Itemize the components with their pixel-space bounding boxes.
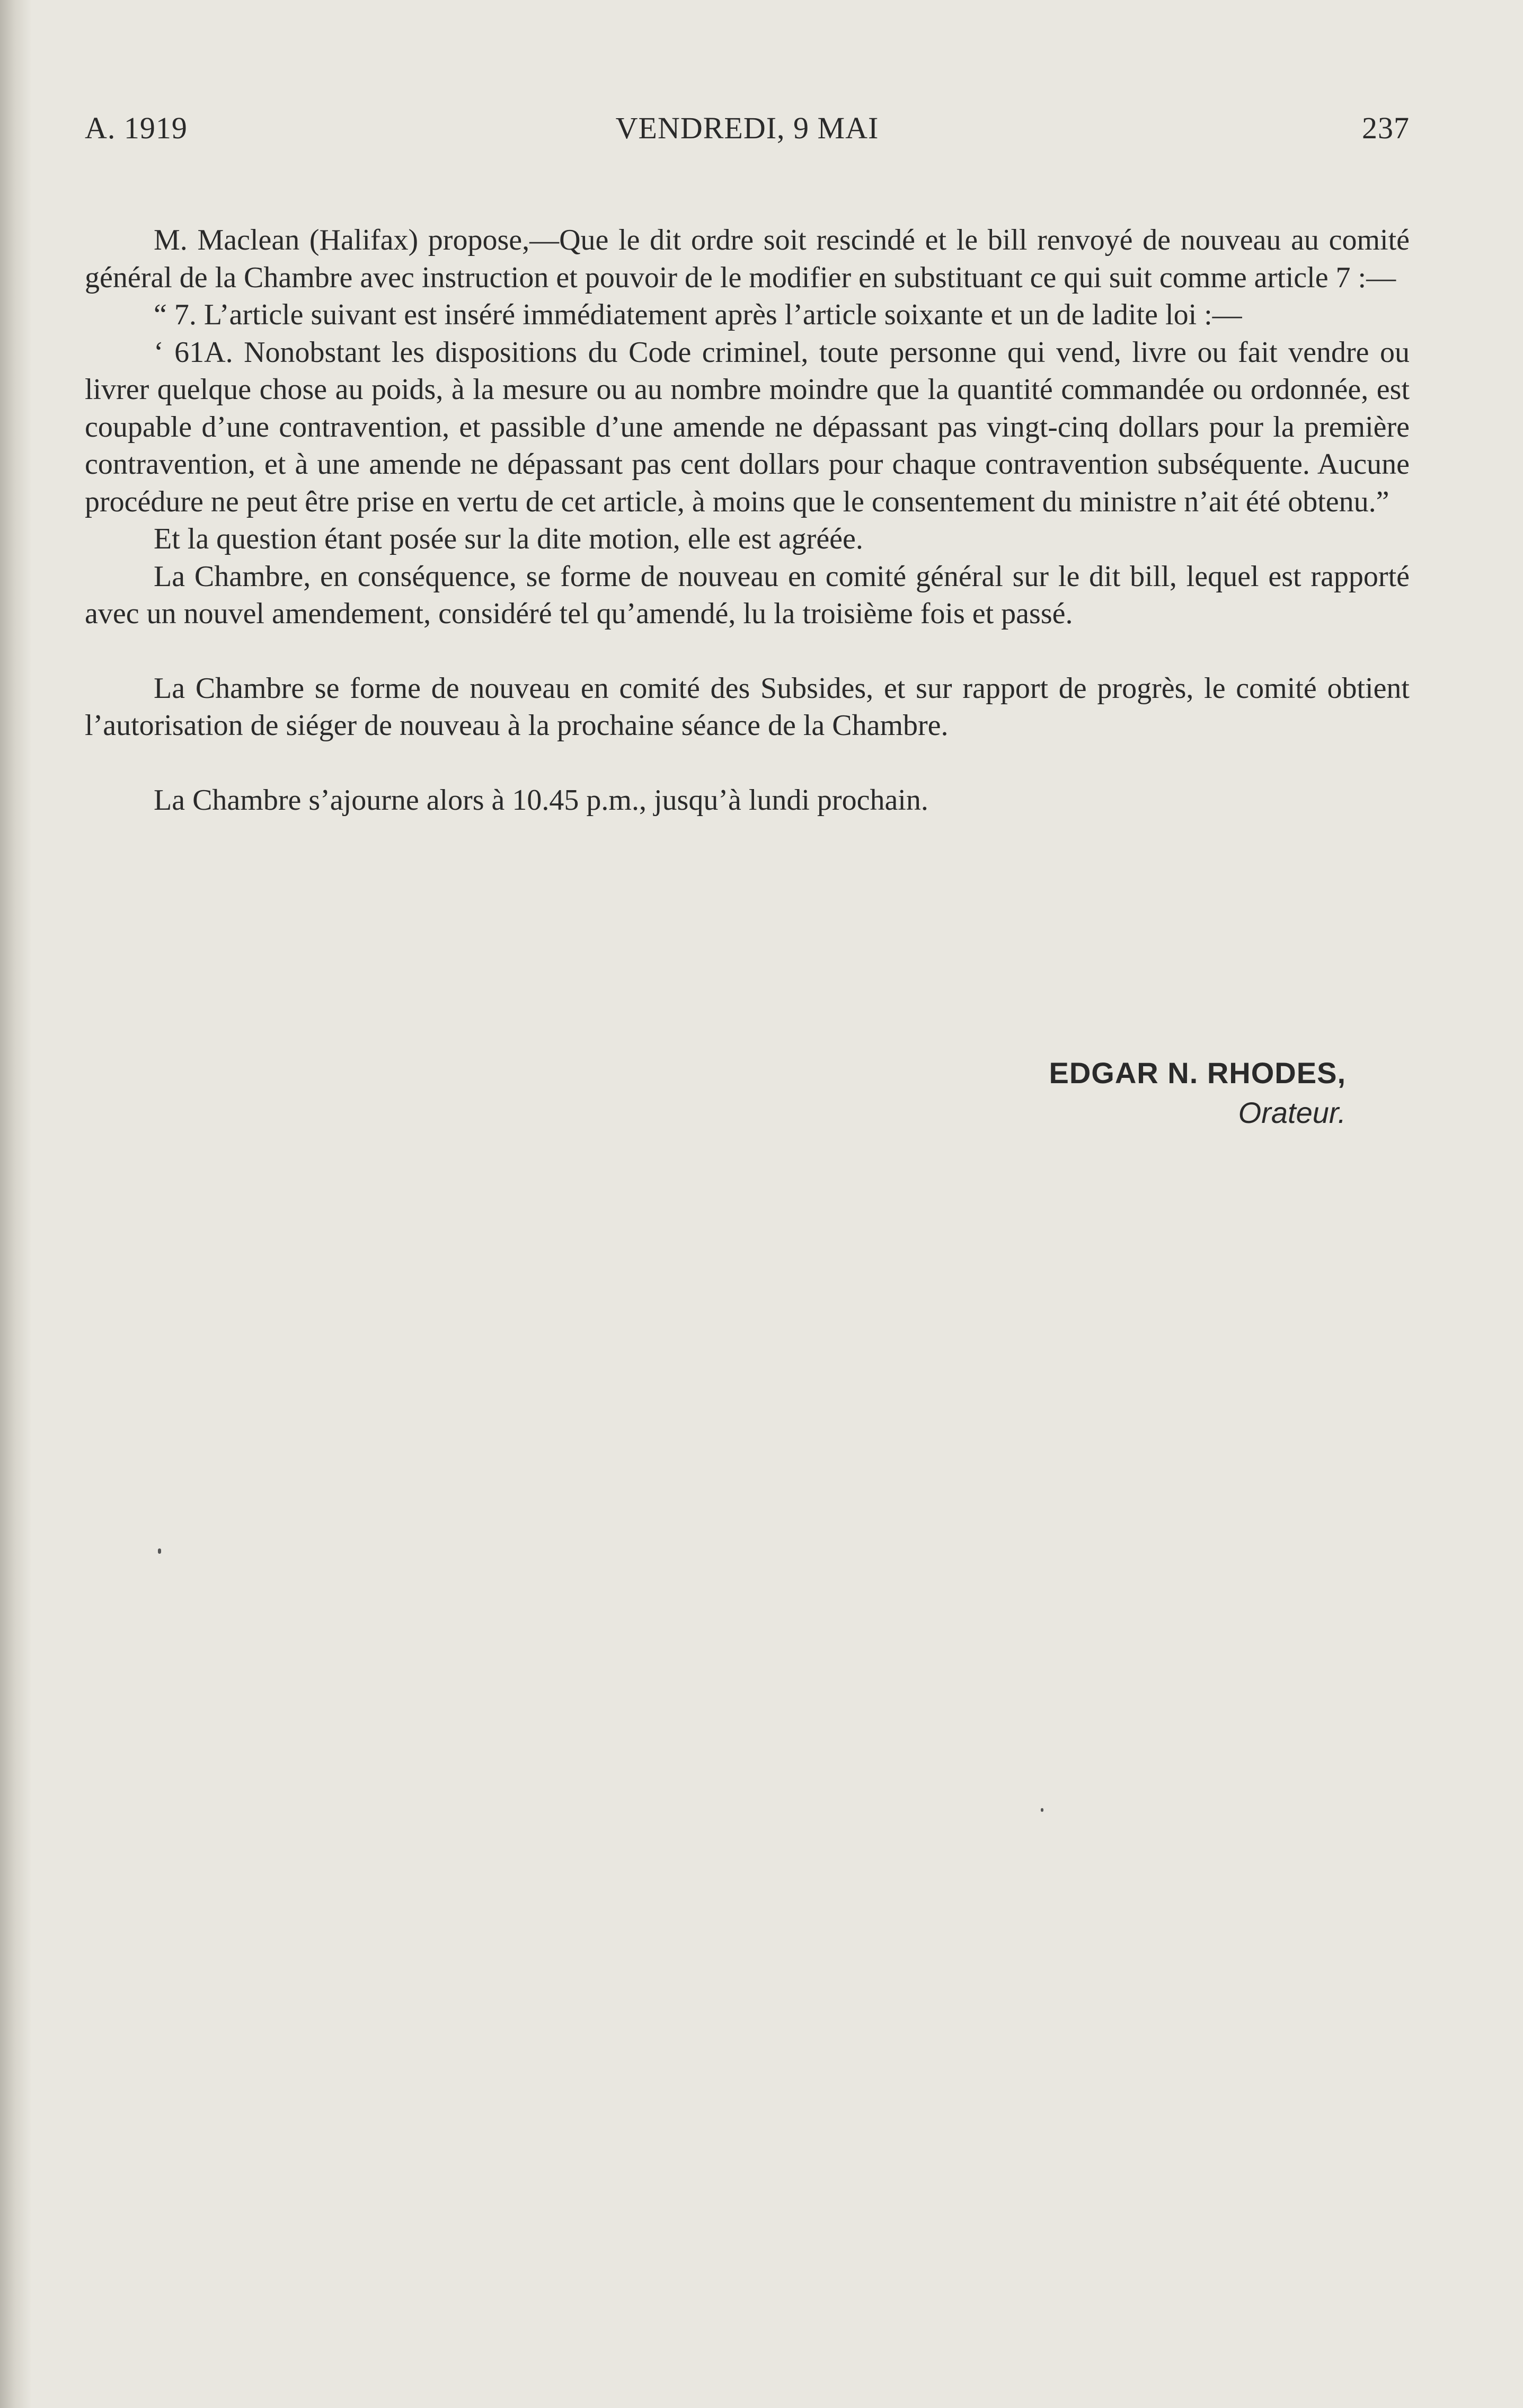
header-year: A. 1919 — [85, 111, 188, 145]
scan-speck — [158, 1548, 161, 1554]
header-date: VENDREDI, 9 MAI — [615, 111, 879, 145]
page-number: 237 — [1362, 111, 1410, 145]
running-header — [85, 110, 1410, 147]
paragraph-spacer — [85, 745, 1410, 782]
paragraph-committee-report: La Chambre, en conséquence, se forme de nouveau en comité général sur le dit bill, lequel est rapporté avec un nouvel amendement, considéré tel qu’amendé, lu la troisième fois et passé. — [85, 560, 1410, 630]
paragraph-motion: M. Maclean (Halifax) propose,—Que le dit ordre soit rescindé et le bill renvoyé de nouveau au comité général de la Chambre avec instruction et pouvoir de le modifier en substituant ce qui suit comme article 7 :— — [85, 224, 1410, 294]
paragraph-article-61a: ‘ 61A. Nonobstant les dispositions du Code criminel, toute personne qui vend, livre ou fait vendre ou livrer quelque chose au poids, à la mesure ou au nombre moindre que la quantité commandée ou ordonnée, est coupable d’une contravention, et passible d’une amende ne dépassant pas vingt-cinq dollars pour la première contravention, et à une amende ne dépassant pas cent dollars pour chaque contravention subséquente. Aucune procédure ne peut être prise en vertu de cet article, à moins que le consentement du ministre n’ait été obtenu.” — [85, 335, 1410, 518]
signatory-name: EDGAR N. RHODES, — [1049, 1056, 1346, 1090]
scan-speck — [1041, 1808, 1043, 1812]
document-body — [85, 222, 1410, 819]
paragraph-adjournment: La Chambre s’ajourne alors à 10.45 p.m., jusqu’à lundi prochain. — [154, 783, 928, 817]
paragraph-article-7: “ 7. L’article suivant est inséré immédiatement après l’article soixante et un de ladite loi :— — [154, 298, 1242, 331]
paragraph-question-agreed: Et la question étant posée sur la dite motion, elle est agréée. — [154, 523, 863, 555]
paragraph-subsidies: La Chambre se forme de nouveau en comité des Subsides, et sur rapport de progrès, le comité obtient l’autorisation de siéger de nouveau à la prochaine séance de la Chambre. — [85, 671, 1410, 742]
signatory-title: Orateur. — [1238, 1096, 1346, 1129]
signature-block — [742, 1056, 1346, 1130]
paragraph-spacer — [85, 633, 1410, 670]
